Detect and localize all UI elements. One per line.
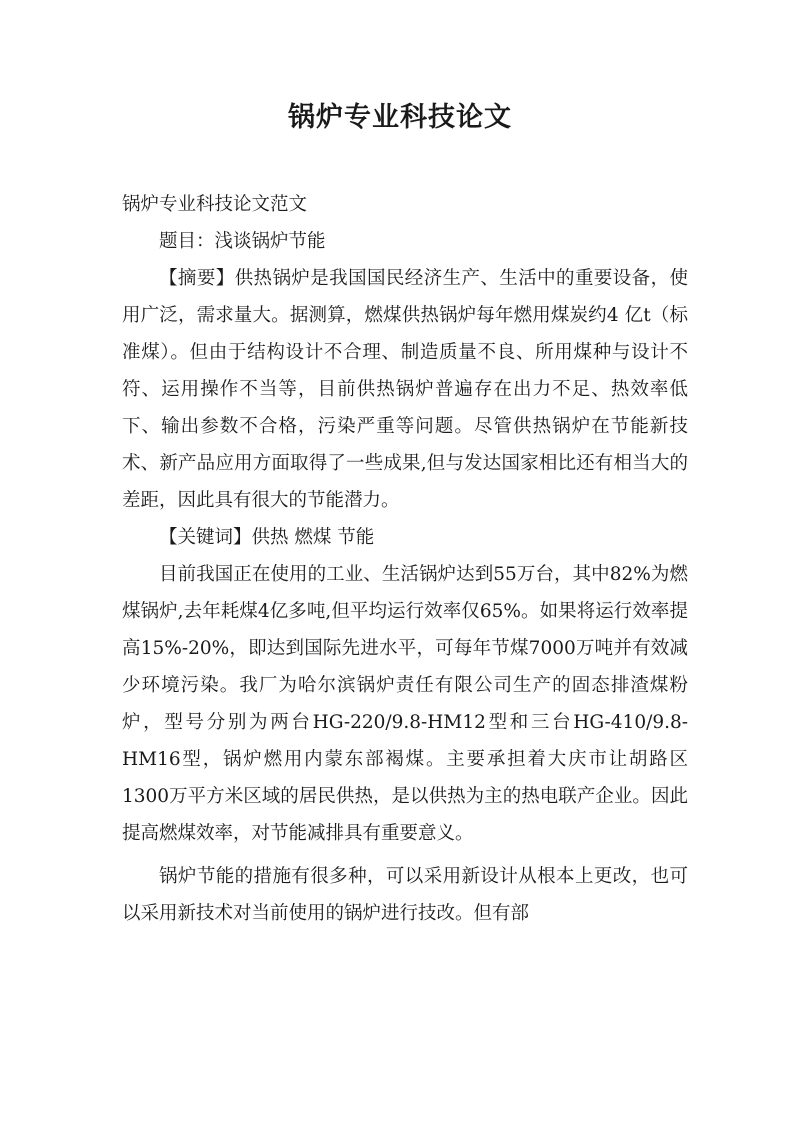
paragraph-body-1: 目前我国正在使用的工业、生活锅炉达到55万台，其中82%为燃煤锅炉,去年耗煤4亿多吨,但平均运行效率仅65%。如果将运行效率提高15%-20%，即达到国际先进水平，可每年节煤7000万吨并有效减少环境污染。我厂为哈尔滨锅炉责任有限公司生产的固态排渣煤粉炉，型号分别为两台HG-220/9.8-HM12型和三台HG-410/9.8-HM16型，锅炉燃用内蒙东部褐煤。主要承担着大庆市让胡路区1300万平方米区域的居民供热，是以供热为主的热电联产企业。因此提高燃煤效率，对节能减排具有重要意义。: [122, 564, 688, 844]
document-title: 锅炉专业科技论文: [288, 102, 512, 133]
paragraph-topic: 题目：浅谈锅炉节能: [159, 231, 326, 252]
paragraph-keywords: 【关键词】供热 燃煤 节能: [159, 527, 375, 548]
paragraph-abstract: 【摘要】供热锅炉是我国国民经济生产、生活中的重要设备，使用广泛，需求量大。据测算，燃煤供热锅炉每年燃用煤炭约4 亿t（标准煤）。但由于结构设计不合理、制造质量不良、所用煤种与设计不符、运用操作不当等，目前供热锅炉普遍存在出力不足、热效率低下、输出参数不合格，污染严重等问题。尽管供热锅炉在节能新技术、新产品应用方面取得了一些成果,但与发达国家相比还有相当大的差距，因此具有很大的节能潜力。: [122, 268, 688, 511]
document-body: [122, 186, 688, 932]
paragraph-subtitle: 锅炉专业科技论文范文: [122, 194, 308, 215]
paragraph-body-2: 锅炉节能的措施有很多种，可以采用新设计从根本上更改，也可以采用新技术对当前使用的锅炉进行技改。但有部: [122, 866, 688, 924]
